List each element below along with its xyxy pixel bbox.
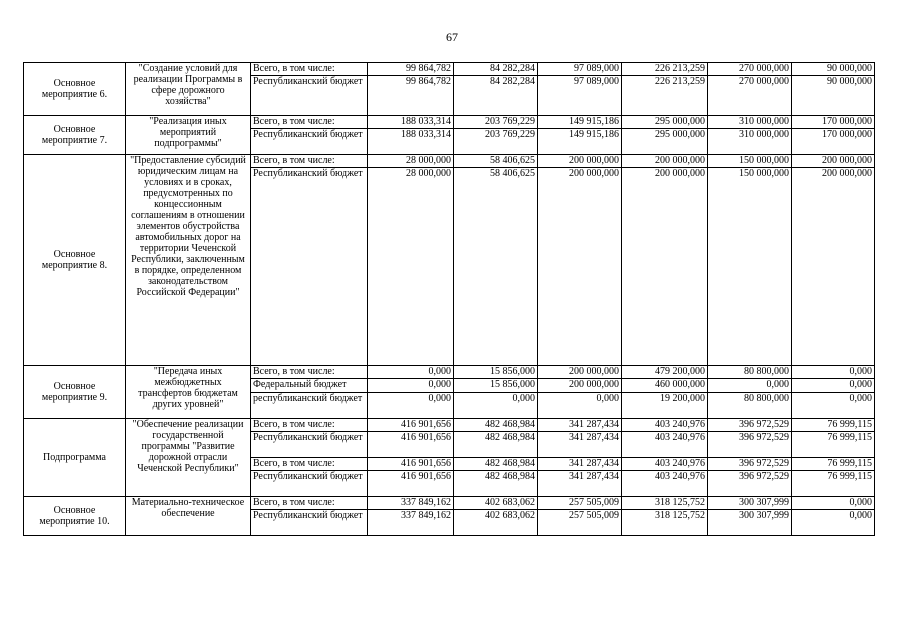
funding-source: Всего, в том числе:	[251, 497, 368, 510]
funding-amount: 416 901,656	[368, 458, 454, 471]
funding-amount: 0,000	[368, 366, 454, 379]
funding-amount: 76 999,115	[792, 471, 875, 497]
funding-amount: 403 240,976	[622, 471, 708, 497]
funding-amount: 170 000,000	[792, 129, 875, 155]
funding-amount: 0,000	[538, 393, 622, 419]
funding-amount: 15 856,000	[454, 379, 538, 393]
funding-source: Республиканский бюджет	[251, 168, 368, 366]
funding-amount: 482 468,984	[454, 471, 538, 497]
funding-source: Всего, в том числе:	[251, 458, 368, 471]
funding-amount: 337 849,162	[368, 510, 454, 536]
table-row	[24, 497, 875, 510]
funding-amount: 80 800,000	[708, 393, 792, 419]
funding-amount: 402 683,062	[454, 510, 538, 536]
funding-amount: 396 972,529	[708, 471, 792, 497]
funding-amount: 149 915,186	[538, 116, 622, 129]
funding-amount: 482 468,984	[454, 458, 538, 471]
funding-amount: 460 000,000	[622, 379, 708, 393]
funding-source: Республиканский бюджет	[251, 129, 368, 155]
funding-amount: 341 287,434	[538, 419, 622, 432]
funding-source: Всего, в том числе:	[251, 116, 368, 129]
program-item-name: Основное мероприятие 9.	[24, 366, 126, 419]
funding-amount: 76 999,115	[792, 419, 875, 432]
funding-amount: 0,000	[792, 379, 875, 393]
funding-amount: 416 901,656	[368, 471, 454, 497]
funding-amount: 150 000,000	[708, 155, 792, 168]
funding-amount: 28 000,000	[368, 168, 454, 366]
funding-amount: 188 033,314	[368, 129, 454, 155]
funding-amount: 257 505,009	[538, 510, 622, 536]
funding-amount: 200 000,000	[792, 155, 875, 168]
program-item-description: "Предоставление субсидий юридическим лицам на условиях и в сроках, предусмотренных по концессионным соглашениям в отношении элементов обустройства автомобильных дорог на территории Чеченской Республики, заключенным в порядке, определенном законодательством Российской Федерации"	[126, 155, 251, 366]
funding-amount: 403 240,976	[622, 458, 708, 471]
funding-amount: 0,000	[792, 497, 875, 510]
funding-source: Республиканский бюджет	[251, 510, 368, 536]
funding-amount: 295 000,000	[622, 129, 708, 155]
funding-amount: 0,000	[368, 379, 454, 393]
funding-amount: 0,000	[792, 366, 875, 379]
page-number: 67	[446, 30, 458, 44]
funding-amount: 0,000	[792, 510, 875, 536]
funding-amount: 226 213,259	[622, 63, 708, 76]
funding-amount: 90 000,000	[792, 76, 875, 116]
program-item-name: Подпрограмма	[24, 419, 126, 497]
funding-amount: 84 282,284	[454, 76, 538, 116]
funding-amount: 396 972,529	[708, 458, 792, 471]
funding-amount: 226 213,259	[622, 76, 708, 116]
funding-amount: 300 307,999	[708, 510, 792, 536]
funding-amount: 341 287,434	[538, 471, 622, 497]
table-row	[24, 419, 875, 432]
funding-amount: 200 000,000	[622, 155, 708, 168]
funding-amount: 97 089,000	[538, 63, 622, 76]
funding-amount: 0,000	[708, 379, 792, 393]
funding-source: Всего, в том числе:	[251, 366, 368, 379]
funding-amount: 341 287,434	[538, 458, 622, 471]
funding-amount: 310 000,000	[708, 116, 792, 129]
funding-source: республиканский бюджет	[251, 393, 368, 419]
program-item-name: Основное мероприятие 6.	[24, 63, 126, 116]
funding-amount: 99 864,782	[368, 76, 454, 116]
funding-amount: 0,000	[454, 393, 538, 419]
funding-amount: 295 000,000	[622, 116, 708, 129]
funding-source: Всего, в том числе:	[251, 63, 368, 76]
table-row	[24, 63, 875, 76]
funding-amount: 403 240,976	[622, 432, 708, 458]
funding-amount: 200 000,000	[622, 168, 708, 366]
funding-amount: 257 505,009	[538, 497, 622, 510]
program-item-description: "Обеспечение реализации государственной программы "Развитие дорожной отрасли Чеченской Республики"	[126, 419, 251, 497]
program-item-description: Материально-техническое обеспечение	[126, 497, 251, 536]
funding-amount: 270 000,000	[708, 63, 792, 76]
funding-amount: 270 000,000	[708, 76, 792, 116]
funding-amount: 15 856,000	[454, 366, 538, 379]
program-item-name: Основное мероприятие 7.	[24, 116, 126, 155]
funding-amount: 310 000,000	[708, 129, 792, 155]
funding-amount: 28 000,000	[368, 155, 454, 168]
table-row	[24, 366, 875, 379]
table-row	[24, 155, 875, 168]
funding-amount: 396 972,529	[708, 419, 792, 432]
table-row	[24, 116, 875, 129]
funding-amount: 97 089,000	[538, 76, 622, 116]
funding-amount: 318 125,752	[622, 510, 708, 536]
funding-amount: 200 000,000	[792, 168, 875, 366]
funding-amount: 341 287,434	[538, 432, 622, 458]
funding-amount: 482 468,984	[454, 432, 538, 458]
funding-amount: 19 200,000	[622, 393, 708, 419]
funding-amount: 80 800,000	[708, 366, 792, 379]
funding-amount: 416 901,656	[368, 432, 454, 458]
funding-source: Всего, в том числе:	[251, 155, 368, 168]
funding-amount: 76 999,115	[792, 458, 875, 471]
funding-amount: 203 769,229	[454, 129, 538, 155]
funding-amount: 337 849,162	[368, 497, 454, 510]
funding-amount: 0,000	[792, 393, 875, 419]
funding-amount: 170 000,000	[792, 116, 875, 129]
program-item-description: "Реализация иных мероприятий подпрограммы"	[126, 116, 251, 155]
funding-amount: 482 468,984	[454, 419, 538, 432]
program-item-description: "Передача иных межбюджетных трансфертов бюджетам других уровней"	[126, 366, 251, 419]
budget-table	[23, 62, 875, 536]
funding-amount: 58 406,625	[454, 168, 538, 366]
funding-source: Всего, в том числе:	[251, 419, 368, 432]
program-item-name: Основное мероприятие 10.	[24, 497, 126, 536]
funding-amount: 318 125,752	[622, 497, 708, 510]
funding-amount: 150 000,000	[708, 168, 792, 366]
funding-amount: 90 000,000	[792, 63, 875, 76]
funding-source: Республиканский бюджет	[251, 471, 368, 497]
funding-amount: 200 000,000	[538, 366, 622, 379]
funding-amount: 58 406,625	[454, 155, 538, 168]
funding-amount: 188 033,314	[368, 116, 454, 129]
funding-amount: 0,000	[368, 393, 454, 419]
funding-amount: 300 307,999	[708, 497, 792, 510]
funding-amount: 76 999,115	[792, 432, 875, 458]
funding-amount: 396 972,529	[708, 432, 792, 458]
funding-amount: 416 901,656	[368, 419, 454, 432]
funding-amount: 402 683,062	[454, 497, 538, 510]
program-item-description: "Создание условий для реализации Программы в сфере дорожного хозяйства"	[126, 63, 251, 116]
funding-source: Федеральный бюджет	[251, 379, 368, 393]
budget-table-body	[24, 63, 875, 536]
funding-amount: 200 000,000	[538, 155, 622, 168]
funding-amount: 200 000,000	[538, 379, 622, 393]
program-item-name: Основное мероприятие 8.	[24, 155, 126, 366]
funding-amount: 149 915,186	[538, 129, 622, 155]
funding-source: Республиканский бюджет	[251, 76, 368, 116]
funding-amount: 203 769,229	[454, 116, 538, 129]
funding-amount: 479 200,000	[622, 366, 708, 379]
funding-amount: 99 864,782	[368, 63, 454, 76]
funding-source: Республиканский бюджет	[251, 432, 368, 458]
funding-amount: 84 282,284	[454, 63, 538, 76]
funding-amount: 200 000,000	[538, 168, 622, 366]
funding-amount: 403 240,976	[622, 419, 708, 432]
